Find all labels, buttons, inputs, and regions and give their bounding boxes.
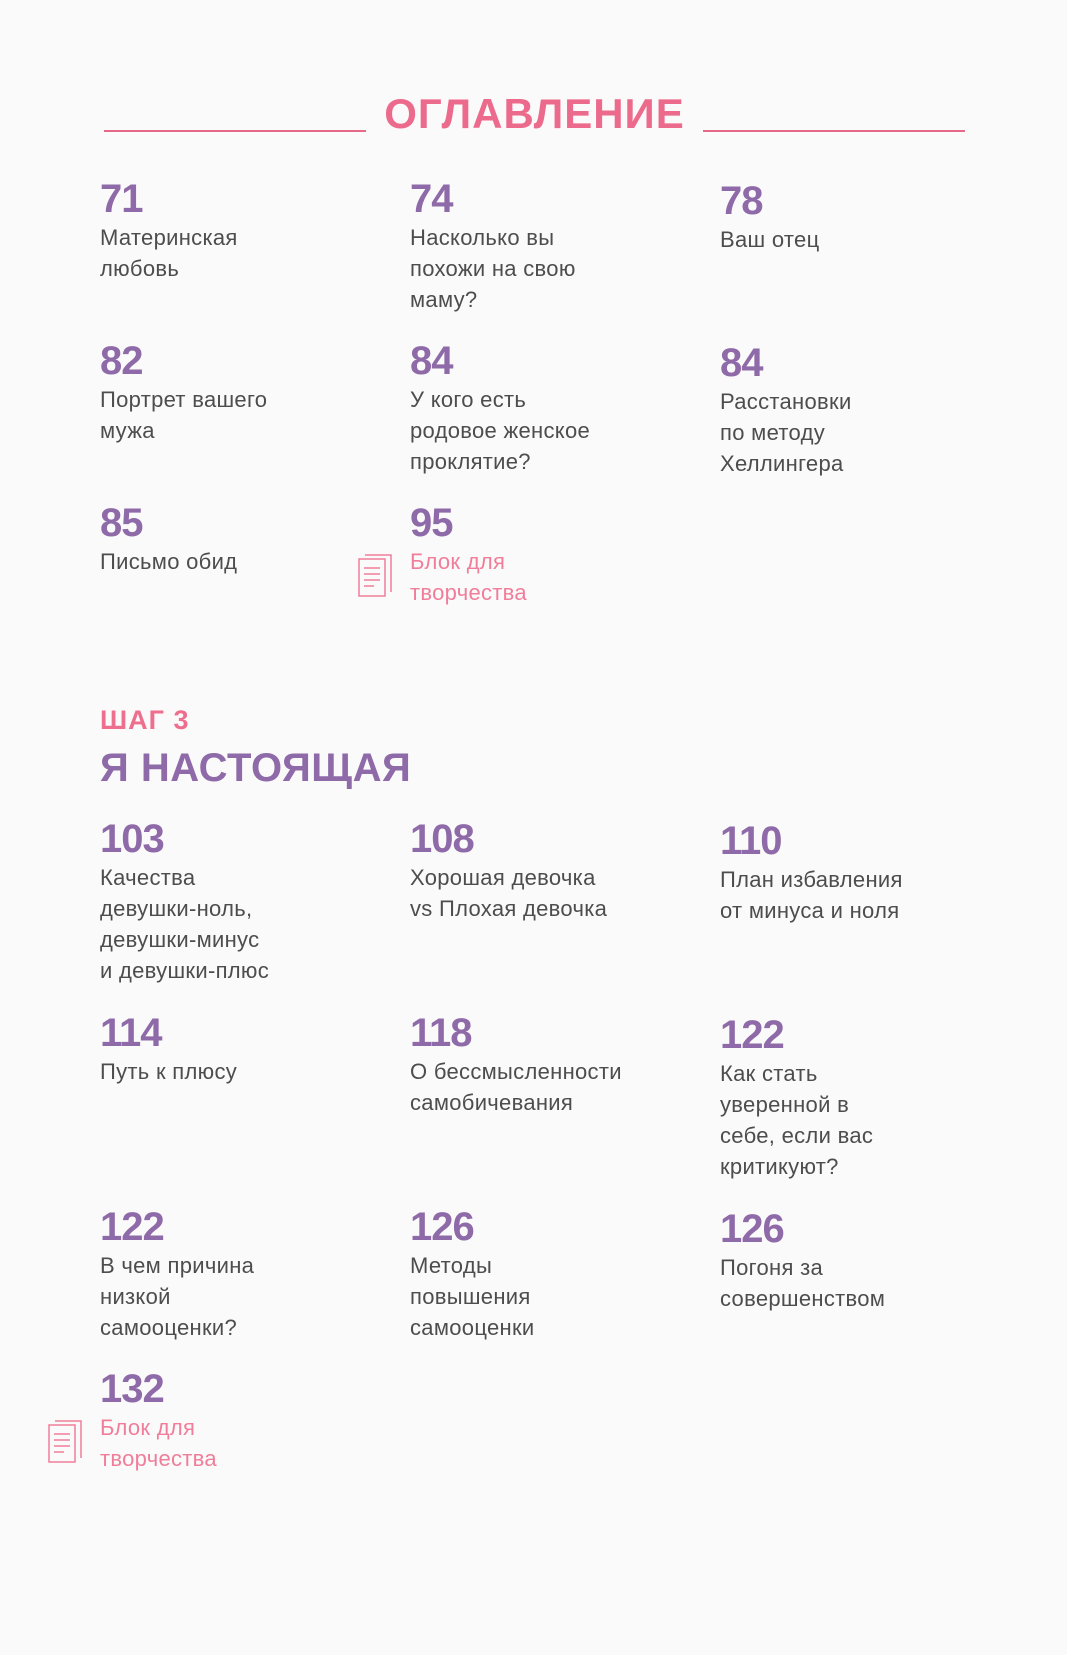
step-label: ШАГ 3 <box>100 705 190 735</box>
toc-entry[interactable] <box>720 342 1010 479</box>
page-number: 126 <box>720 1207 784 1251</box>
notebook-icon <box>358 554 392 598</box>
toc-entry[interactable] <box>410 340 700 477</box>
page-number: 84 <box>410 339 453 383</box>
page-number: 108 <box>410 817 474 861</box>
page-number: 122 <box>720 1013 784 1057</box>
entry-title: Методы повышения самооценки <box>410 1253 535 1340</box>
entry-title: О бессмысленности самобичевания <box>410 1059 622 1115</box>
entry-title: Портрет вашего мужа <box>100 387 268 443</box>
entry-title: Путь к плюсу <box>100 1059 238 1084</box>
page-title: ОГЛАВЛЕНИЕ <box>384 90 685 137</box>
toc-entry-creative-block[interactable] <box>100 1368 390 1474</box>
toc-entry[interactable] <box>100 340 390 446</box>
entry-title: Качества девушки-ноль, девушки-минус и девушки-плюс <box>100 865 270 983</box>
page-number: 71 <box>100 177 143 221</box>
toc-entry[interactable] <box>410 1012 700 1118</box>
step-title: Я НАСТОЯЩАЯ <box>100 746 412 790</box>
page-number: 126 <box>410 1205 474 1249</box>
page-number: 132 <box>100 1367 164 1411</box>
notebook-icon <box>48 1420 82 1464</box>
page-number: 122 <box>100 1205 164 1249</box>
entry-title: Блок для творчества <box>410 549 527 605</box>
entry-title: В чем причина низкой самооценки? <box>100 1253 255 1340</box>
entry-title: План избавления от минуса и ноля <box>720 867 903 923</box>
page-number: 110 <box>720 819 782 863</box>
page-number: 103 <box>100 817 164 861</box>
page-number: 74 <box>410 177 453 221</box>
toc-entry[interactable] <box>410 818 700 924</box>
entry-title: Материнская любовь <box>100 225 238 281</box>
toc-header <box>0 90 1067 150</box>
page-number: 118 <box>410 1011 472 1055</box>
entry-title: Блок для творчества <box>100 1415 217 1471</box>
entry-title: Погоня за совершенством <box>720 1255 886 1311</box>
toc-entry[interactable] <box>720 820 1010 926</box>
page-number: 84 <box>720 341 763 385</box>
toc-entry[interactable] <box>100 818 390 986</box>
page-number: 78 <box>720 179 763 223</box>
toc-entry[interactable] <box>720 180 1010 255</box>
page-number: 82 <box>100 339 143 383</box>
toc-entry[interactable] <box>410 1206 700 1343</box>
header-rule-right <box>703 130 965 132</box>
header-rule-left <box>104 130 366 132</box>
entry-title: Ваш отец <box>720 227 820 252</box>
toc-entry-creative-block[interactable] <box>410 502 700 608</box>
toc-entry[interactable] <box>410 178 700 315</box>
entry-title: Как стать уверенной в себе, если вас критикуют? <box>720 1061 874 1179</box>
toc-entry[interactable] <box>720 1014 1010 1182</box>
toc-entry[interactable] <box>720 1208 1010 1314</box>
toc-entry[interactable] <box>100 1012 390 1087</box>
page-number: 85 <box>100 501 143 545</box>
entry-title: Хорошая девочка vs Плохая девочка <box>410 865 608 921</box>
toc-entry[interactable] <box>100 502 390 577</box>
page-number: 95 <box>410 501 453 545</box>
entry-title: Насколько вы похожи на свою маму? <box>410 225 576 312</box>
entry-title: Расстановки по методу Хеллингера <box>720 389 852 476</box>
toc-entry[interactable] <box>100 178 390 284</box>
toc-entry[interactable] <box>100 1206 390 1343</box>
entry-title: Письмо обид <box>100 549 238 574</box>
page-number: 114 <box>100 1011 162 1055</box>
entry-title: У кого есть родовое женское проклятие? <box>410 387 591 474</box>
